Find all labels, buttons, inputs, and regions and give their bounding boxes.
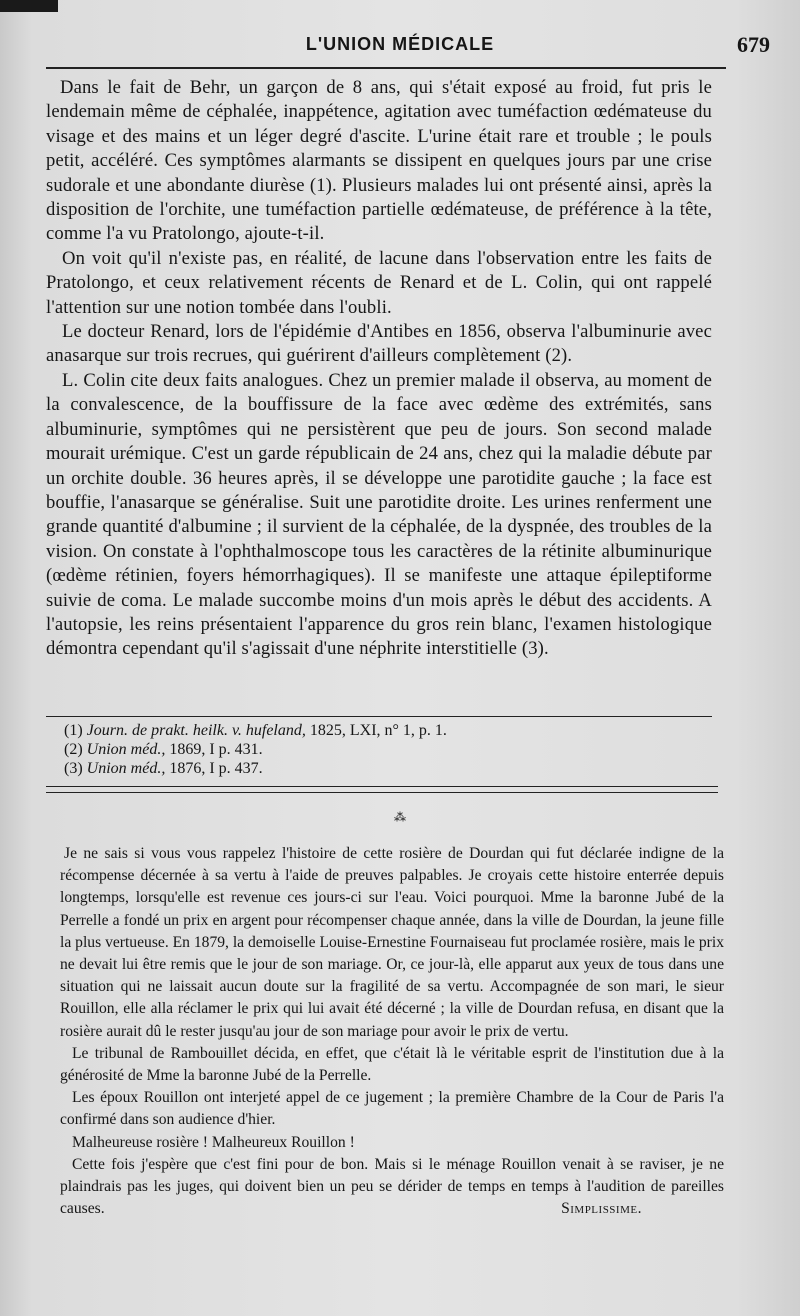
journal-title: L'UNION MÉDICALE bbox=[305, 34, 495, 54]
article-body bbox=[46, 76, 712, 662]
footnote bbox=[64, 740, 704, 759]
asterism: ⁂ bbox=[394, 810, 406, 824]
feuilleton-paragraph: Les époux Rouillon ont interjeté appel de ce jugement ; la première Chambre de la Cour de Paris l'a confirmé dans son audience d'hier. bbox=[60, 1089, 724, 1129]
feuilleton-paragraph: Le tribunal de Rambouillet décida, en effet, que c'était là le véritable esprit de l'institution due à la générosité de Mme la baronne Jubé de la Perrelle. bbox=[60, 1044, 724, 1085]
section-double-rule bbox=[46, 786, 718, 793]
feuilleton-paragraph: Malheureuse rosière ! Malheureux Rouillon ! bbox=[72, 1133, 355, 1151]
footnote-reference: 1876, I p. 437. bbox=[169, 760, 263, 777]
footnotes bbox=[64, 721, 704, 778]
footnote bbox=[64, 721, 704, 740]
page-number: 679 bbox=[737, 32, 770, 57]
binding-mark bbox=[0, 0, 58, 12]
header-rule bbox=[46, 67, 726, 69]
feuilleton-paragraph: Je ne sais si vous vous rappelez l'histoire de cette rosière de Dourdan qui fut déclarée indigne de la récompense décernée à sa vertu à l'aide de preuves palpables. Je croyais cette histoire enterrée depuis longtemps, lorsqu'elle est revenue ces jours-ci sur l'eau. Voici pourquoi. Mme la baronne Jubé de la Perrelle a fondé un prix en argent pour récompenser chaque année, dans la ville de Dourdan, la jeune fille la plus vertueuse. En 1879, la demoiselle Louise-Ernestine Fournaiseau fut proclamée rosière, mais le prix ne devait lui être remis que le jour de son mariage. Or, ce jour-là, elle apparut aux yeux de tous dans une situation qui ne laissait aucun doute sur la fragilité de sa vertu. Accompagnée de son mari, le sieur Rouillon, elle alla réclamer le prix qui lui avait été décerné ; la ville de Dourdan refusa, en disant que la rosière aurait dû le rester jusqu'au jour de son mariage pour avoir le prix de vertu. bbox=[60, 845, 724, 1040]
footnote-source: Union méd., bbox=[86, 741, 166, 758]
article-paragraph: On voit qu'il n'existe pas, en réalité, de lacune dans l'observation entre les faits de Pratolongo, et ceux relativement récents de Renard et de L. Colin, qui ont rappelé l'attention sur une notion tombée dans l'oubli. bbox=[46, 247, 712, 318]
feuilleton-closing-text: Cette fois j'espère que c'est fini pour de bon. Mais si le ménage Rouillon venait à se raviser, je ne plaindrais pas les juges, qui doivent bien un peu se dérider de temps en temps à l'audition de pareilles causes. bbox=[60, 1155, 724, 1218]
author-signature: Simplissime. bbox=[561, 1200, 642, 1218]
feuilleton-body bbox=[60, 843, 724, 1220]
footnote-reference: 1825, LXI, n° 1, p. 1. bbox=[309, 722, 447, 739]
footnote-source: Journ. de prakt. heilk. v. hufeland, bbox=[86, 722, 306, 739]
feuilleton-paragraph bbox=[60, 1154, 724, 1221]
footnote bbox=[64, 759, 704, 778]
running-head bbox=[0, 30, 800, 60]
footnote-source: Union méd., bbox=[86, 760, 166, 777]
footnote-reference: 1869, I p. 431. bbox=[169, 741, 263, 758]
article-paragraph: L. Colin cite deux faits analogues. Chez un premier malade il observa, au moment de la convalescence, de la bouffissure de la face avec œdème des extrémités, sans albuminurie, symptômes qui ne persistèrent que peu de jours. Son second malade mourait urémique. C'est un garde républicain de 24 ans, chez qui la maladie débute par un orchite double. 36 heures après, il se développe une parotidite gauche ; la face est bouffie, l'anasarque se généralise. Suit une parotidite droite. Les urines renferment une grande quantité d'albumine ; il survient de la céphalée, de la dyspnée, des troubles de la vision. On constate à l'ophthalmoscope tous les caractères de la rétinite albuminurique (œdème rétinien, foyers hémorrhagiques). Il se manifeste une attaque épileptiforme suivie de coma. Le malade succombe moins d'un mois après le début des accidents. A l'autopsie, les reins présentaient l'apparence du gros rein blanc, l'examen histologique démontra cependant qu'il s'agissait d'une néphrite interstitielle (3). bbox=[46, 369, 712, 660]
footnote-rule bbox=[46, 716, 712, 717]
footnote-marker: (2) bbox=[64, 741, 83, 758]
footnote-marker: (3) bbox=[64, 760, 83, 777]
article-paragraph: Le docteur Renard, lors de l'épidémie d'Antibes en 1856, observa l'albuminurie avec anasarque sur trois recrues, qui guérirent d'ailleurs complètement (2). bbox=[46, 321, 712, 367]
article-paragraph: Dans le fait de Behr, un garçon de 8 ans, qui s'était exposé au froid, fut pris le lendemain même de céphalée, inappétence, agitation avec tuméfaction œdémateuse du visage et des mains et un léger degré d'ascite. L'urine était rare et trouble ; le pouls petit, accéléré. Ces symptômes alarmants se dissipent en quelques jours par une crise sudorale et une abondante diurèse (1). Plusieurs malades lui ont présenté ainsi, après la disposition de l'orchite, une tuméfaction partielle œdémateuse, de préférence à la tête, comme l'a vu Pratolongo, ajoute-t-il. bbox=[46, 77, 712, 245]
footnote-marker: (1) bbox=[64, 722, 83, 739]
